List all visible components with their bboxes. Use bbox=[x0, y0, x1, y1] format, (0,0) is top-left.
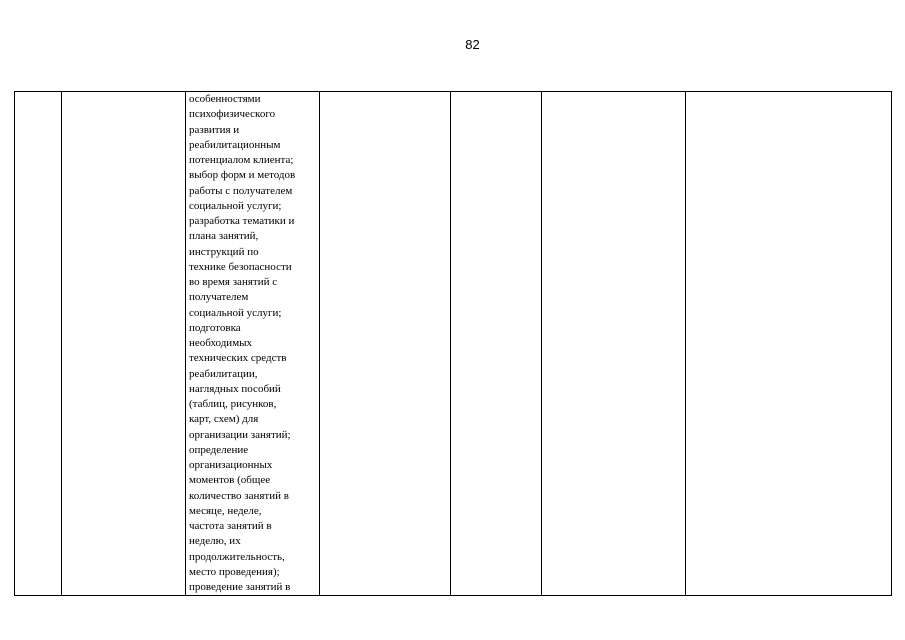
document-table bbox=[14, 91, 892, 596]
description-line: инструкций по bbox=[189, 245, 259, 258]
description-line: разработка тематики и bbox=[189, 215, 295, 227]
description-line: продолжительность, bbox=[189, 550, 285, 563]
description-line: проведение занятий в bbox=[189, 581, 291, 593]
description-line: количество занятий в bbox=[189, 489, 289, 502]
table-cell-column-5 bbox=[451, 92, 542, 596]
description-line: определение bbox=[189, 443, 249, 456]
table-row bbox=[15, 92, 892, 596]
table-cell-column-6 bbox=[542, 92, 686, 596]
description-line: неделю, их bbox=[189, 535, 241, 548]
table-cell-column-4 bbox=[320, 92, 451, 596]
table-cell-service-description bbox=[186, 92, 320, 596]
description-line: подготовка bbox=[189, 321, 241, 334]
description-line: выбор форм и методов bbox=[189, 169, 296, 182]
description-line: плана занятий, bbox=[189, 230, 259, 243]
description-line: реабилитации, bbox=[189, 367, 258, 380]
description-line: особенностями bbox=[189, 93, 261, 105]
description-line: частота занятий в bbox=[189, 520, 272, 532]
description-line: работы с получателем bbox=[189, 184, 293, 197]
description-line: социальной услуги; bbox=[189, 306, 282, 319]
page-number: 82 bbox=[465, 37, 480, 52]
description-line: развития и bbox=[189, 123, 240, 136]
description-line: технических средств bbox=[189, 352, 287, 365]
description-line: организационных bbox=[189, 459, 273, 471]
description-line: моментов (общее bbox=[189, 474, 271, 487]
description-line: месяце, неделе, bbox=[189, 504, 262, 517]
description-line: (таблиц, рисунков, bbox=[189, 398, 277, 410]
description-line: реабилитационным bbox=[189, 138, 281, 151]
description-line: необходимых bbox=[189, 337, 253, 349]
table-cell-column-7 bbox=[686, 92, 892, 596]
description-line: карт, схем) для bbox=[189, 413, 259, 426]
description-line: место проведения); bbox=[189, 565, 280, 578]
description-line: психофизического bbox=[189, 108, 276, 121]
description-line: наглядных пособий bbox=[189, 382, 281, 395]
table-cell-service-name bbox=[62, 92, 186, 596]
description-line: организации занятий; bbox=[189, 428, 291, 441]
description-line: социальной услуги; bbox=[189, 199, 282, 212]
description-line: потенциалом клиента; bbox=[189, 154, 294, 166]
description-line: получателем bbox=[189, 291, 249, 304]
description-line: во время занятий с bbox=[189, 276, 278, 288]
table-cell-number bbox=[15, 92, 62, 596]
description-line: технике безопасности bbox=[189, 260, 292, 273]
